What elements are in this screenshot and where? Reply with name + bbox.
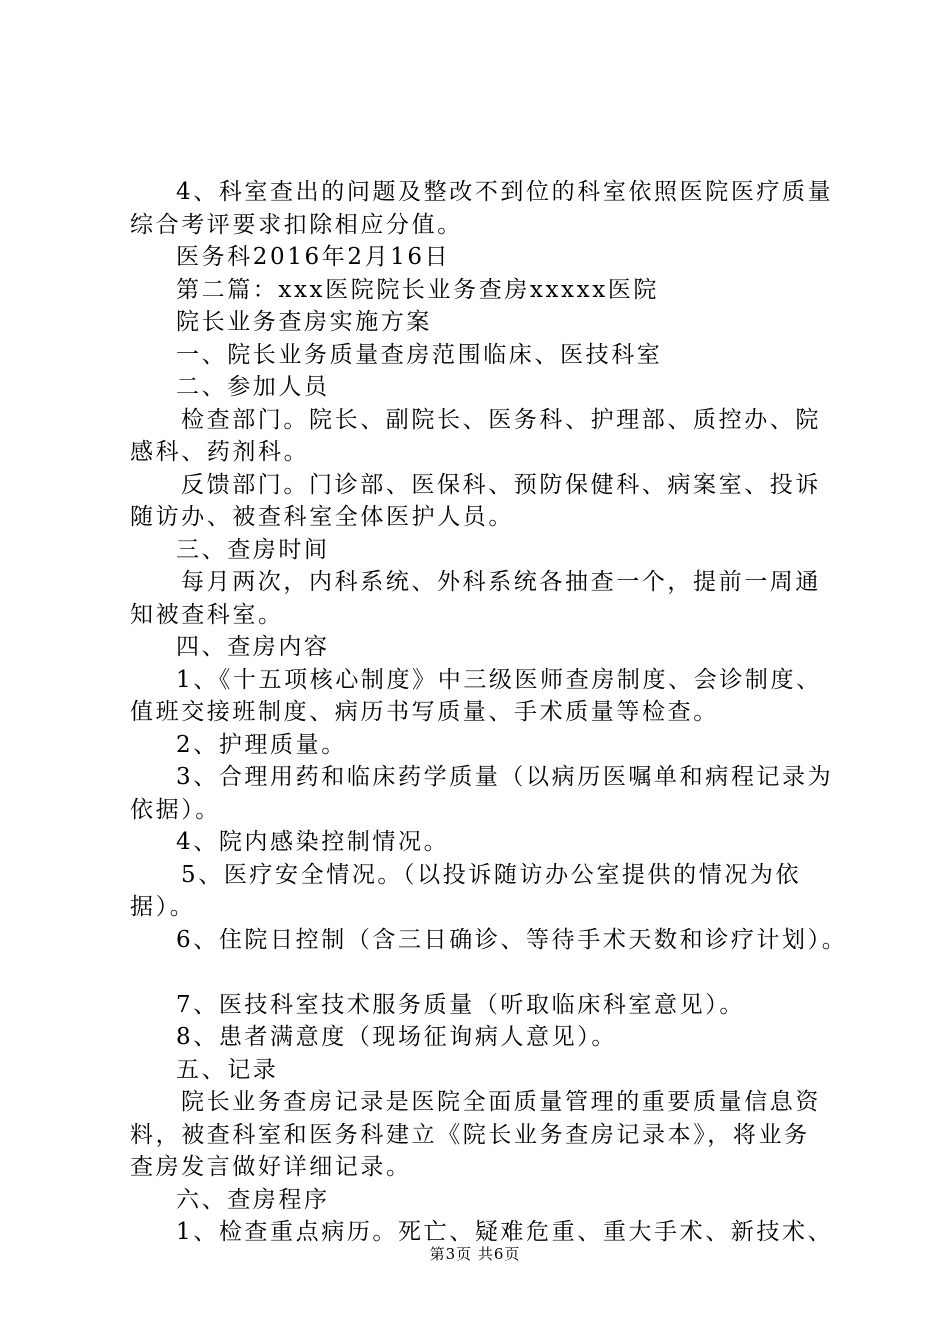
paragraph-line: 综合考评要求扣除相应分值。 — [130, 211, 463, 238]
paragraph-line: 反馈部门。门诊部、医保科、预防保健科、病案室、投诉 — [181, 471, 821, 498]
blank-line — [130, 956, 840, 989]
paragraph-line: 查房发言做好详细记录。 — [130, 1154, 412, 1180]
plan-title: 院长业务查房实施方案 — [176, 309, 432, 335]
page-footer: 第3页 共6页 — [429, 1245, 521, 1263]
paragraph-line: 料，被查科室和医务科建立《院长业务查房记录本》，将业务 — [130, 1121, 810, 1148]
list-item: 8、患者满意度（现场征询病人意见）。 — [176, 1024, 617, 1050]
section-heading: 四、查房内容 — [176, 634, 330, 660]
list-item: 4、院内感染控制情况。 — [176, 829, 450, 855]
section-heading: 三、查房时间 — [176, 536, 330, 563]
list-item: 3、合理用药和临床药学质量（以病历医嘱单和病程记录为 — [176, 764, 834, 790]
section-heading: 六、查房程序 — [176, 1186, 330, 1213]
list-item: 7、医技科室技术服务质量（听取临床科室意见）。 — [176, 991, 745, 1018]
paragraph-line: 知被查科室。 — [130, 601, 284, 628]
paragraph-line: 值班交接班制度、病历书写质量、手术质量等检查。 — [130, 699, 719, 725]
paragraph-line: 依据）。 — [130, 796, 221, 823]
list-item: 1、检查重点病历。死亡、疑难危重、重大手术、新技术、 — [176, 1219, 834, 1245]
list-item: 2、护理质量。 — [176, 731, 347, 758]
list-item: 5、医疗安全情况。（以投诉随访办公室提供的情况为依 — [181, 861, 802, 888]
document-body — [130, 176, 848, 1249]
section-heading: 第二篇：xxx医院院长业务查房xxxxx医院 — [176, 276, 659, 303]
section-heading: 一、院长业务质量查房范围临床、医技科室 — [176, 341, 663, 368]
paragraph-line: 每月两次，内科系统、外科系统各抽查一个，提前一周通 — [181, 569, 821, 595]
paragraph-line: 4、科室查出的问题及整改不到位的科室依照医院医疗质量 — [176, 179, 834, 205]
section-heading: 五、记录 — [176, 1056, 279, 1083]
paragraph-line: 院长业务查房记录是医院全面质量管理的重要质量信息资 — [181, 1089, 821, 1115]
paragraph-line: 检查部门。院长、副院长、医务科、护理部、质控办、院 — [181, 406, 821, 433]
section-heading: 二、参加人员 — [176, 374, 330, 400]
paragraph-line: 感科、药剂科。 — [130, 439, 310, 465]
paragraph-line: 随访办、被查科室全体医护人员。 — [130, 504, 514, 530]
list-item: 1、《十五项核心制度》中三级医师查房制度、会诊制度、 — [176, 666, 822, 693]
paragraph-line: 据）。 — [130, 894, 196, 920]
signature-line: 医务科2016年2月16日 — [176, 244, 451, 270]
list-item: 6、住院日控制（含三日确诊、等待手术天数和诊疗计划）。 — [176, 926, 848, 953]
